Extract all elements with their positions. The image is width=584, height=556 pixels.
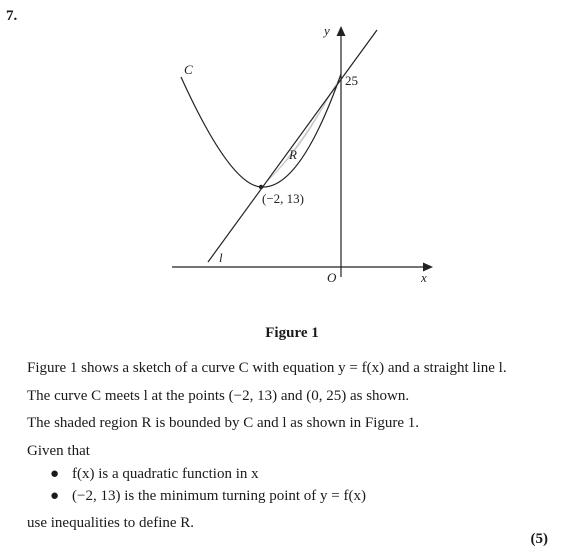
curve-label: C (184, 62, 193, 77)
bullet-text: (−2, 13) is the minimum turning point of y = f(x) (72, 488, 366, 504)
paragraph-3: The shaded region R is bounded by C and l as shown in Figure 1. (27, 415, 420, 431)
bullet-icon: ● (50, 488, 60, 504)
point-marker (259, 185, 263, 189)
marks-label: (5) (530, 531, 548, 547)
y-axis-label: y (324, 23, 330, 38)
region-r-shading (261, 74, 341, 187)
region-label: R (289, 147, 297, 162)
origin-label: O (327, 270, 337, 285)
figure-caption: Figure 1 (265, 325, 319, 341)
paragraph-4: Given that (27, 443, 90, 459)
question-number: 7. (6, 8, 18, 24)
x-axis-label: x (421, 270, 427, 285)
line-label: l (219, 250, 223, 265)
bullet-icon: ● (50, 466, 60, 482)
paragraph-1: Figure 1 shows a sketch of a curve C with equation y = f(x) and a straight line l. (27, 360, 507, 376)
paragraph-2: The curve C meets l at the points (−2, 13) and (0, 25) as shown. (27, 388, 410, 404)
y-axis-arrow-icon (337, 26, 346, 36)
bullet-item (50, 488, 366, 505)
closing-instruction: use inequalities to define R. (27, 515, 195, 531)
curve-c (181, 74, 341, 187)
point-label: (−2, 13) (262, 191, 304, 206)
line-l (208, 30, 377, 262)
intercept-label: 25 (345, 73, 358, 88)
bullet-text: f(x) is a quadratic function in x (72, 466, 259, 482)
bullet-item (50, 466, 259, 483)
